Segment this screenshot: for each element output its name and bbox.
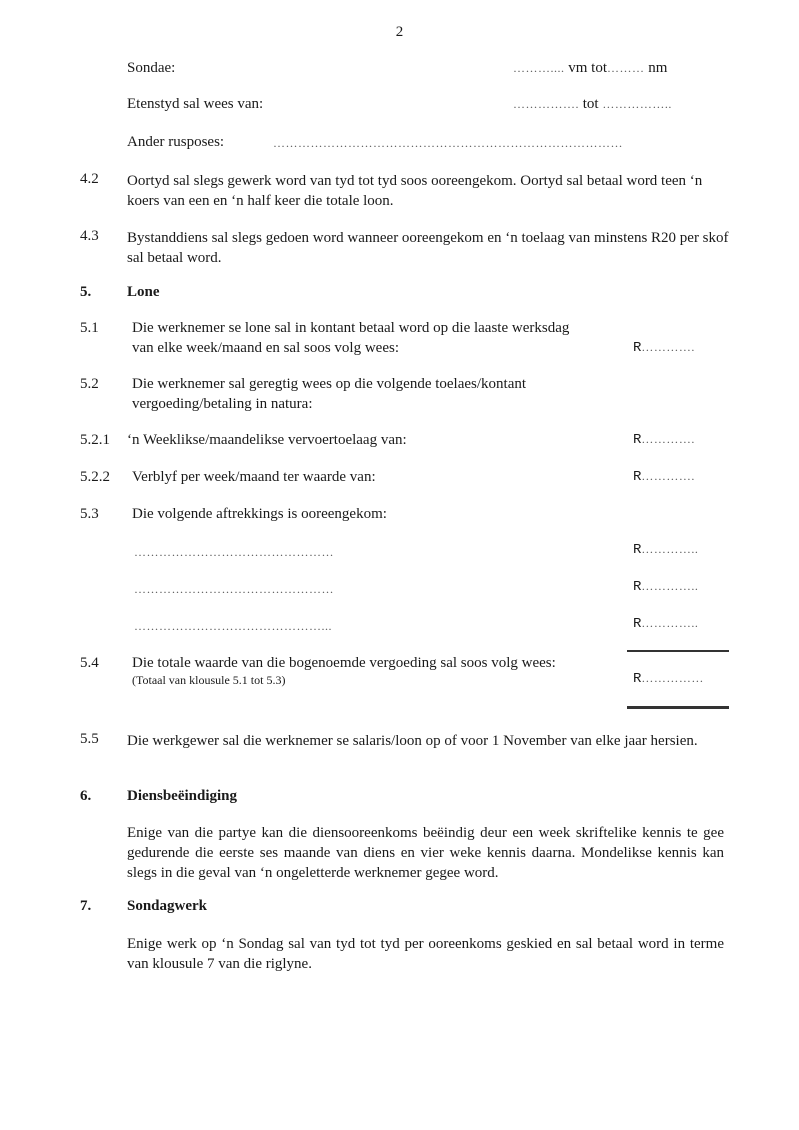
- clause-5-2-1-amount-field[interactable]: [633, 432, 695, 448]
- deduction-3-description-blank[interactable]: ………………………………………...: [134, 619, 332, 633]
- clause-5-4-note: (Totaal van klousule 5.1 tot 5.3): [132, 673, 286, 687]
- amount-blank[interactable]: ………….: [641, 432, 695, 446]
- clause-5-2-line1: Die werknemer sal geregtig wees op die volgende toelaes/kontant: [132, 376, 527, 392]
- currency-label: R: [633, 579, 642, 595]
- sundays-vm-tot: vm tot: [568, 60, 608, 76]
- clause-5-2-2-amount-field[interactable]: [633, 469, 695, 485]
- clause-5-1-line1: Die werknemer se lone sal in kontant betaal word op die laaste werksdag: [132, 320, 570, 336]
- page-number: 2: [395, 24, 404, 40]
- sundays-hours-field[interactable]: [513, 60, 667, 77]
- clause-5-4-text: Die totale waarde van die bogenoemde vergoeding sal soos volg wees:: [132, 655, 556, 671]
- clause-5-1-amount-field[interactable]: [633, 340, 695, 356]
- section-6-text: Enige van die partye kan die diensooreenkoms beëindig deur een week skriftelike kennis te gee gedurende die eerste ses maande van diens en vier weke kennis daarna. Mondelikse kennis kan slegs in die geval van ‘n ongeletterde werknemer gegee word.: [127, 825, 724, 881]
- deduction-1-description-blank[interactable]: …………………………………………: [134, 545, 334, 559]
- meal-hours-field[interactable]: [513, 96, 672, 113]
- deduction-2-amount-field[interactable]: [633, 579, 698, 595]
- clause-5-3-text: Die volgende aftrekkings is ooreengekom:: [132, 506, 387, 522]
- amount-blank[interactable]: …………..: [641, 616, 699, 630]
- clause-5-2-1-text: ‘n Weeklikse/maandelikse vervoertoelaag van:: [127, 432, 407, 448]
- currency-label: R: [633, 432, 642, 448]
- clause-5-5-text: Die werkgewer sal die werknemer se salaris/loon op of voor 1 November van elke jaar hersien.: [127, 733, 698, 749]
- clause-5-1-line2: van elke week/maand en sal soos volg wees:: [132, 340, 400, 356]
- meal-to-blank[interactable]: ……………..: [602, 97, 672, 111]
- deduction-1-amount-field[interactable]: [633, 542, 698, 558]
- sundays-label: Sondae:: [127, 60, 176, 76]
- amount-blank[interactable]: …………..: [641, 579, 699, 593]
- other-breaks-blank[interactable]: …………………………………………………………………………: [273, 136, 623, 150]
- clause-5-2-number: 5.2: [80, 376, 99, 392]
- deduction-3-amount-field[interactable]: [633, 616, 698, 632]
- clause-5-2-1-number: 5.2.1: [80, 432, 110, 448]
- currency-label: R: [633, 671, 642, 687]
- currency-label: R: [633, 469, 642, 485]
- clause-4-2-number: 4.2: [80, 171, 99, 187]
- clause-5-1-number: 5.1: [80, 320, 99, 336]
- clause-5-4-total-field[interactable]: [633, 671, 704, 687]
- section-6-heading: Diensbeëindiging: [127, 788, 238, 804]
- clause-5-2-2-number: 5.2.2: [80, 469, 110, 485]
- section-5-number: 5.: [80, 284, 92, 300]
- section-6-number: 6.: [80, 788, 92, 804]
- clause-5-4-number: 5.4: [80, 655, 99, 671]
- clause-4-3-number: 4.3: [80, 228, 99, 244]
- clause-5-2-2-text: Verblyf per week/maand ter waarde van:: [132, 469, 376, 485]
- clause-4-3-text: Bystanddiens sal slegs gedoen word wanneer ooreengekom en ‘n toelaag van minstens R20 per skof sal betaal word.: [127, 230, 729, 266]
- amount-blank[interactable]: ……………: [641, 671, 704, 685]
- clause-5-2-line2: vergoeding/betaling in natura:: [132, 396, 313, 412]
- sundays-nm: nm: [648, 60, 668, 76]
- meal-label: Etenstyd sal wees van:: [127, 96, 264, 112]
- currency-label: R: [633, 542, 642, 558]
- clause-4-2-text: Oortyd sal slegs gewerk word van tyd tot tyd soos ooreengekom. Oortyd sal betaal word teen ‘n koers van een en ‘n half keer die totale loon.: [127, 173, 703, 209]
- other-breaks-label: Ander rusposes:: [127, 134, 225, 150]
- section-7-text: Enige werk op ‘n Sondag sal van tyd tot tyd per ooreenkoms geskied en sal betaal word in terme van klousule 7 van die riglyne.: [127, 936, 724, 972]
- sundays-from-blank[interactable]: ………....: [513, 61, 565, 75]
- currency-label: R: [633, 340, 642, 356]
- section-7-heading: Sondagwerk: [127, 898, 208, 914]
- section-5-heading: Lone: [127, 284, 160, 300]
- currency-label: R: [633, 616, 642, 632]
- clause-5-3-number: 5.3: [80, 506, 99, 522]
- amount-blank[interactable]: ………….: [641, 469, 695, 483]
- meal-tot: tot: [582, 96, 599, 112]
- total-bottom-rule: [627, 706, 729, 709]
- meal-from-blank[interactable]: …………….: [513, 97, 579, 111]
- amount-blank[interactable]: ………….: [641, 340, 695, 354]
- amount-blank[interactable]: …………..: [641, 542, 699, 556]
- clause-5-5-number: 5.5: [80, 731, 99, 747]
- section-7-number: 7.: [80, 898, 92, 914]
- total-top-rule: [627, 650, 729, 652]
- sundays-to-blank[interactable]: ………: [607, 61, 645, 75]
- deduction-2-description-blank[interactable]: …………………………………………: [134, 582, 334, 596]
